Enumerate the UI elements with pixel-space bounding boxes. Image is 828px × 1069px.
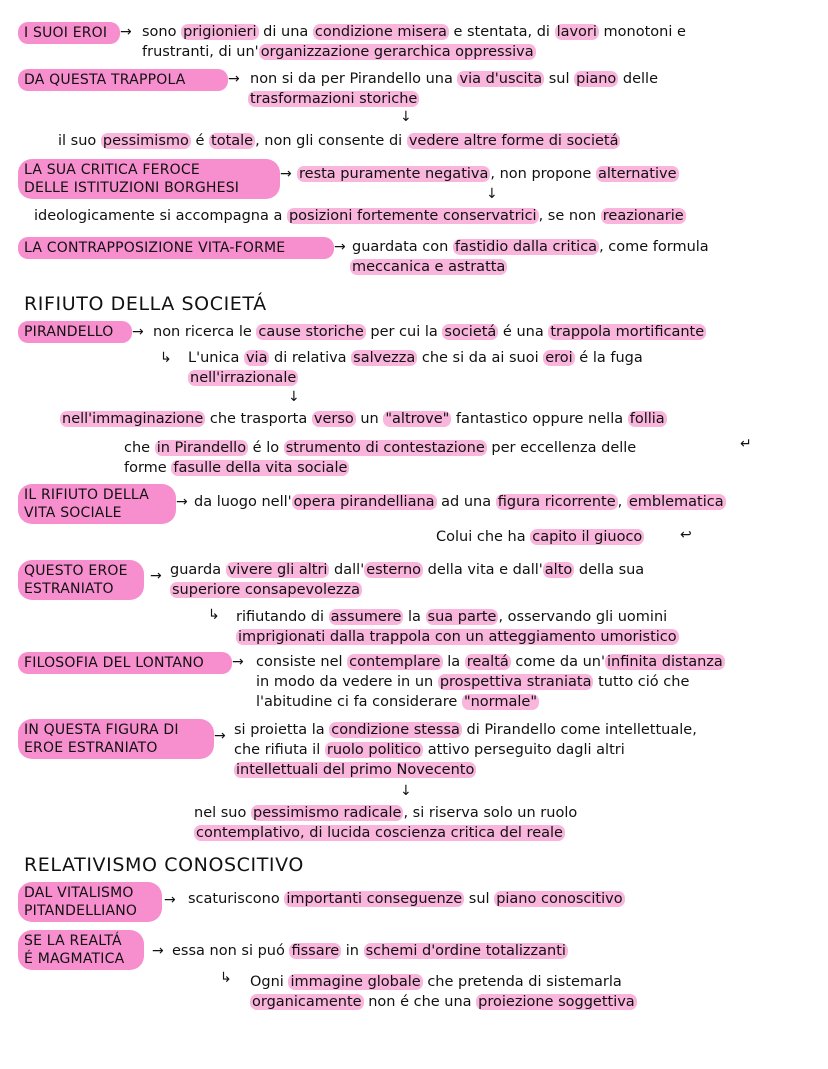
label-realta-2: É MAGMATICA	[24, 951, 125, 967]
plain-text: é una	[498, 324, 549, 340]
highlighted-text: capito il giuoco	[532, 529, 643, 545]
plain-text: Ogni	[250, 974, 289, 990]
plain-text: fantastico oppure nella	[451, 411, 628, 427]
plain-text: la	[442, 654, 465, 670]
text-line	[188, 889, 625, 909]
plain-text: il suo	[58, 133, 101, 149]
arrow-down-icon: ↓	[400, 783, 412, 799]
plain-text: guarda	[170, 562, 226, 578]
arrow-curve-icon: ↵	[740, 436, 752, 452]
highlighted-text: piano conoscitivo	[496, 891, 623, 907]
highlighted-text: prigionieri	[183, 24, 257, 40]
plain-text: essa non si puó	[172, 943, 290, 959]
arrow-right-icon: →	[334, 239, 346, 255]
arrow-curve-icon: ↩	[680, 527, 692, 543]
highlighted-text: importanti conseguenze	[286, 891, 463, 907]
plain-text: , non propone	[490, 166, 596, 182]
arrow-curve-icon: ↳	[160, 350, 172, 366]
plain-text: come da un'	[510, 654, 605, 670]
highlighted-text: resta puramente negativa	[299, 166, 489, 182]
highlighted-text: schemi d'ordine totalizzanti	[365, 943, 566, 959]
text-line	[250, 69, 658, 89]
plain-text: dall'	[329, 562, 365, 578]
plain-text: é lo	[248, 440, 284, 456]
highlighted-text: nell'irrazionale	[190, 370, 297, 386]
arrow-curve-icon: ↳	[208, 607, 220, 623]
plain-text: della sua	[574, 562, 645, 578]
arrow-right-icon: →	[280, 166, 292, 182]
label-critica-2: DELLE ISTITUZIONI BORGHESI	[24, 180, 240, 196]
text-line	[124, 438, 636, 458]
text-line	[172, 941, 568, 961]
plain-text: é	[190, 133, 210, 149]
highlighted-text: vedere altre forme di societá	[408, 133, 619, 149]
plain-text: di relativa	[269, 350, 352, 366]
highlighted-text: condizione misera	[314, 24, 447, 40]
text-line	[170, 560, 644, 580]
arrow-right-icon: →	[132, 324, 144, 340]
text-line	[297, 164, 679, 184]
label-realta-1: SE LA REALTÁ	[24, 933, 122, 949]
plain-text: scaturiscono	[188, 891, 285, 907]
label-eroe-2: ESTRANIATO	[24, 581, 114, 597]
highlighted-text: eroi	[545, 350, 573, 366]
label-eroe-1: QUESTO EROE	[24, 563, 128, 579]
plain-text: , si riserva solo un ruolo	[403, 805, 578, 821]
plain-text: di una	[258, 24, 313, 40]
arrow-curve-icon: ↳	[220, 970, 232, 986]
highlighted-text: fasulle della vita sociale	[173, 460, 348, 476]
plain-text: frustranti, di un'	[142, 44, 259, 60]
highlighted-text: "normale"	[463, 694, 538, 710]
plain-text: in modo da vedere in un	[256, 674, 438, 690]
text-line	[194, 823, 565, 843]
plain-text: di Pirandello come intellettuale,	[461, 722, 697, 738]
text-line	[256, 692, 539, 712]
label-suoi-eroi: I SUOI EROI	[24, 25, 108, 41]
arrow-right-icon: →	[176, 494, 188, 510]
arrow-down-icon: ↓	[486, 186, 498, 202]
label-critica-1: LA SUA CRITICA FEROCE	[24, 162, 200, 178]
highlighted-text: contemplativo, di lucida coscienza critica del reale	[196, 825, 563, 841]
plain-text: sul	[544, 71, 575, 87]
arrow-right-icon: →	[214, 728, 226, 744]
plain-text: ,	[617, 494, 627, 510]
arrow-down-icon: ↓	[288, 389, 300, 405]
text-line	[124, 458, 349, 478]
text-line	[250, 972, 622, 992]
highlighted-text: vivere gli altri	[227, 562, 328, 578]
highlighted-text: immagine globale	[290, 974, 421, 990]
label-figura-2: EROE ESTRANIATO	[24, 740, 158, 756]
highlighted-text: esterno	[366, 562, 422, 578]
highlighted-text: alto	[544, 562, 573, 578]
highlighted-text: via d'uscita	[459, 71, 543, 87]
highlighted-text: condizione stessa	[331, 722, 460, 738]
highlighted-text: follia	[629, 411, 665, 427]
plain-text: L'unica	[188, 350, 244, 366]
plain-text: delle	[618, 71, 659, 87]
plain-text: della vita e dall'	[423, 562, 543, 578]
plain-text: che si da ai suoi	[417, 350, 544, 366]
highlighted-text: opera pirandelliana	[293, 494, 435, 510]
highlighted-text: emblematica	[628, 494, 724, 510]
highlighted-text: in Pirandello	[156, 440, 247, 456]
highlighted-text: trappola mortificante	[550, 324, 705, 340]
highlighted-text: pessimismo	[102, 133, 189, 149]
plain-text: é la fuga	[574, 350, 643, 366]
highlighted-text: cause storiche	[258, 324, 364, 340]
plain-text: e stentata, di	[448, 24, 555, 40]
plain-text: consiste nel	[256, 654, 348, 670]
plain-text: la	[403, 609, 426, 625]
highlighted-text: totale	[211, 133, 254, 149]
highlighted-text: figura ricorrente	[497, 494, 616, 510]
text-line	[170, 580, 362, 600]
arrow-right-icon: →	[152, 943, 164, 959]
text-line	[236, 607, 667, 627]
text-line	[34, 206, 686, 226]
plain-text: che rifiuta il	[234, 742, 325, 758]
plain-text: monotoni e	[598, 24, 686, 40]
text-line	[194, 492, 726, 512]
text-line	[256, 672, 689, 692]
text-line	[153, 322, 706, 342]
highlighted-text: meccanica e astratta	[352, 259, 506, 275]
highlighted-text: nell'immaginazione	[62, 411, 204, 427]
label-rifiuto-1: IL RIFIUTO DELLA	[24, 487, 150, 503]
plain-text: , non gli consente di	[255, 133, 407, 149]
highlighted-text: assumere	[330, 609, 402, 625]
plain-text: non ricerca le	[153, 324, 257, 340]
label-filosofia: FILOSOFIA DEL LONTANO	[24, 655, 205, 671]
text-line	[350, 257, 507, 277]
highlighted-text: posizioni fortemente conservatrici	[288, 208, 537, 224]
highlighted-text: ruolo politico	[326, 742, 422, 758]
highlighted-text: proiezione soggettiva	[478, 994, 635, 1010]
arrow-right-icon: →	[120, 24, 132, 40]
text-line	[248, 89, 419, 109]
plain-text: sono	[142, 24, 182, 40]
plain-text: si proietta la	[234, 722, 330, 738]
plain-text: per eccellenza delle	[486, 440, 637, 456]
plain-text: forme	[124, 460, 172, 476]
arrow-right-icon: →	[232, 654, 244, 670]
text-line	[58, 131, 620, 151]
highlighted-text: verso	[313, 411, 354, 427]
text-line	[194, 803, 577, 823]
plain-text: guardata con	[352, 239, 453, 255]
text-line	[188, 368, 298, 388]
text-line	[142, 42, 536, 62]
highlighted-text: imprigionati dalla trappola con un atteggiamento umoristico	[238, 629, 677, 645]
plain-text: in	[341, 943, 364, 959]
highlighted-text: societá	[444, 324, 497, 340]
label-pirandello: PIRANDELLO	[24, 324, 114, 340]
plain-text: che trasporta	[205, 411, 312, 427]
plain-text: che pretenda di sistemarla	[422, 974, 622, 990]
plain-text: tutto ció che	[593, 674, 690, 690]
highlighted-text: infinita distanza	[606, 654, 723, 670]
plain-text: ad una	[436, 494, 496, 510]
text-line	[234, 760, 476, 780]
section-heading-relativismo: RELATIVISMO CONOSCITIVO	[24, 854, 304, 876]
plain-text: per cui la	[365, 324, 443, 340]
label-trappola: DA QUESTA TRAPPOLA	[24, 72, 186, 88]
plain-text: Colui che ha	[436, 529, 531, 545]
plain-text: ideologicamente si accompagna a	[34, 208, 287, 224]
plain-text: , se non	[538, 208, 601, 224]
highlighted-text: prospettiva straniata	[439, 674, 592, 690]
text-line	[250, 992, 637, 1012]
highlighted-text: pessimismo radicale	[252, 805, 402, 821]
highlighted-text: contemplare	[349, 654, 441, 670]
plain-text: attivo perseguito dagli altri	[423, 742, 625, 758]
section-heading-rifiuto: RIFIUTO DELLA SOCIETÁ	[24, 293, 267, 315]
text-line	[188, 348, 643, 368]
text-line	[234, 740, 625, 760]
highlighted-text: alternative	[597, 166, 677, 182]
plain-text: , osservando gli uomini	[498, 609, 668, 625]
plain-text: , come formula	[599, 239, 709, 255]
highlighted-text: superiore consapevolezza	[172, 582, 361, 598]
label-rifiuto-2: VITA SOCIALE	[24, 505, 122, 521]
text-line	[142, 22, 686, 42]
label-figura-1: IN QUESTA FIGURA DI	[24, 722, 179, 738]
text-line	[236, 627, 679, 647]
highlighted-text: "altrove"	[385, 411, 450, 427]
highlighted-text: sua parte	[427, 609, 497, 625]
highlighted-text: realtá	[466, 654, 509, 670]
highlighted-text: intellettuali del primo Novecento	[236, 762, 475, 778]
highlighted-text: salvezza	[353, 350, 416, 366]
plain-text: non si da per Pirandello una	[250, 71, 458, 87]
highlighted-text: organizzazione gerarchica oppressiva	[260, 44, 534, 60]
highlighted-text: reazionarie	[602, 208, 684, 224]
highlighted-text: trasformazioni storiche	[250, 91, 418, 107]
arrow-right-icon: →	[164, 892, 176, 908]
highlighted-text: piano	[576, 71, 617, 87]
text-line	[234, 720, 697, 740]
highlighted-text: lavori	[556, 24, 597, 40]
label-vitalismo-1: DAL VITALISMO	[24, 885, 134, 901]
arrow-right-icon: →	[150, 568, 162, 584]
arrow-right-icon: →	[228, 71, 240, 87]
text-line	[352, 237, 709, 257]
label-contrapposizione: LA CONTRAPPOSIZIONE VITA-FORME	[24, 240, 286, 256]
plain-text: sul	[464, 891, 495, 907]
text-line	[256, 652, 725, 672]
highlighted-text: via	[245, 350, 268, 366]
plain-text: non é che una	[363, 994, 477, 1010]
highlighted-text: organicamente	[252, 994, 362, 1010]
plain-text: da luogo nell'	[194, 494, 292, 510]
highlighted-text: strumento di contestazione	[285, 440, 485, 456]
plain-text: l'abitudine ci fa considerare	[256, 694, 462, 710]
text-line	[60, 409, 667, 429]
arrow-down-icon: ↓	[400, 109, 412, 125]
plain-text: un	[355, 411, 384, 427]
highlighted-text: fissare	[291, 943, 340, 959]
plain-text: che	[124, 440, 155, 456]
plain-text: rifiutando di	[236, 609, 329, 625]
plain-text: nel suo	[194, 805, 251, 821]
highlighted-text: fastidio dalla critica	[454, 239, 598, 255]
label-vitalismo-2: PITANDELLIANO	[24, 903, 138, 919]
text-line	[436, 527, 644, 547]
